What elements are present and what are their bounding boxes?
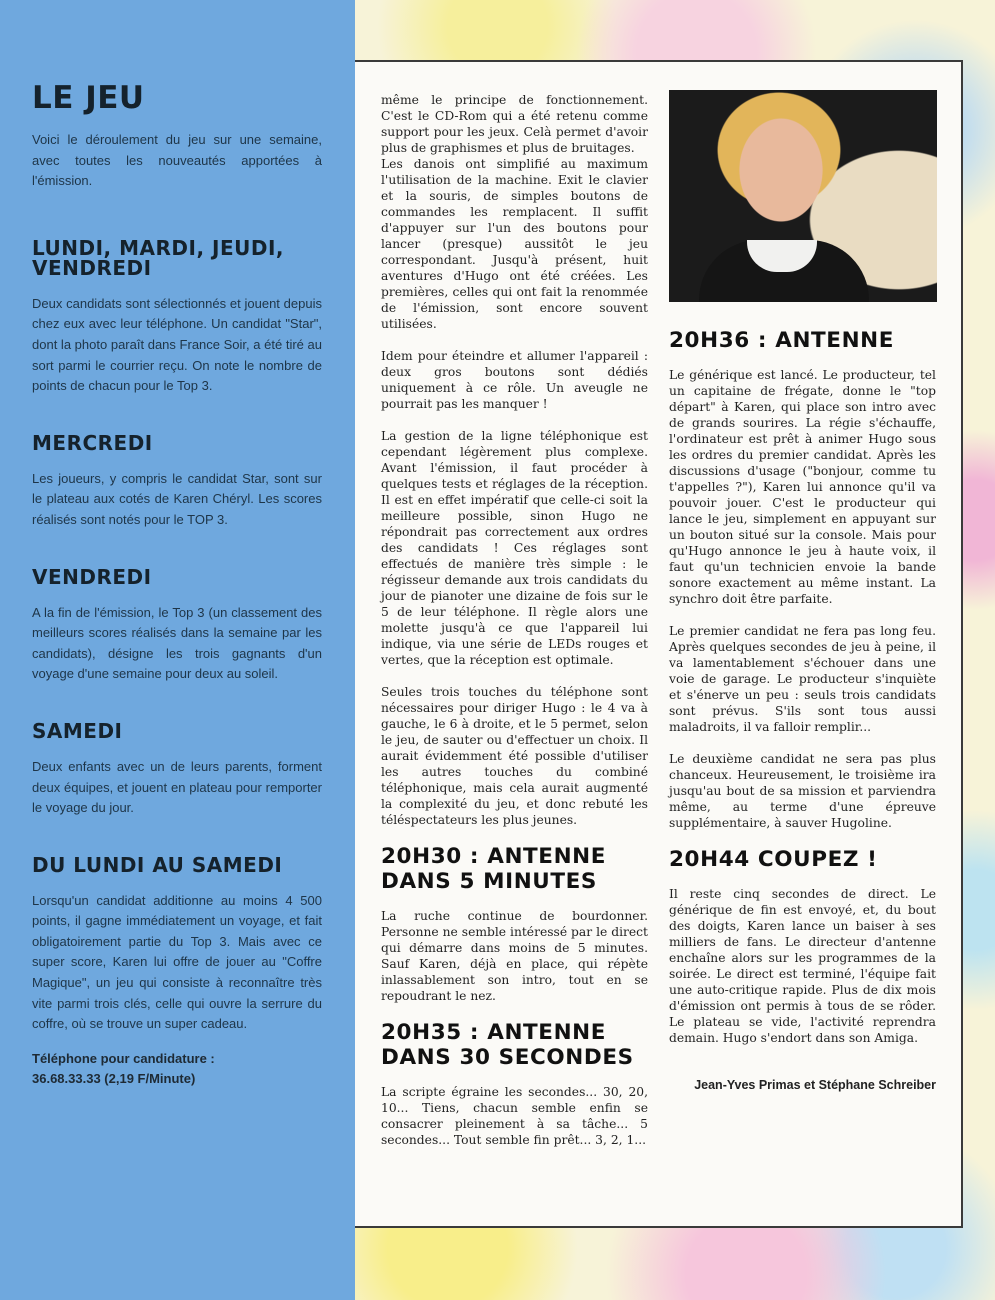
body-paragraph: La scripte égraine les secondes... 30, 20, 10... Tiens, chacun semble enfin se consacrer pleinement à sa tâche... 5 secondes... Tout semble fin prêt... 3, 2, 1... — [381, 1085, 648, 1147]
sidebar-content — [32, 80, 322, 1089]
section-text: Les joueurs, y compris le candidat Star, sont sur le plateau aux cotés de Karen Chéryl. Les scores réalisés sont notés pour le TOP 3. — [32, 470, 322, 527]
section-heading: MERCREDI — [32, 430, 153, 455]
phone-number: 36.68.33.33 (2,19 F/Minute) — [32, 1070, 196, 1086]
body-paragraph: Les danois ont simplifié au maximum l'utilisation de la machine. Exit le clavier et la souris, de simples boutons de commandes les remplacent. Il suffit d'appuyer sur l'un des boutons pour lancer (presque) aussitôt le jeu correspondant. Jusqu'à présent, huit aventures d'Hugo ont été créées. Les premières, celles qui ont fait la renommée de l'émission, sont encore souvent utilisées. — [381, 157, 648, 331]
sidebar-panel — [0, 0, 355, 1300]
section-heading-2035: 20H35 : ANTENNE DANS 30 SECONDES — [381, 1020, 634, 1070]
body-paragraph: Le générique est lancé. Le producteur, tel un capitaine de frégate, donne le "top départ" à Karen, qui place son intro avec de grands sourires. La régie s'échauffe, l'ordinateur est prêt à animer Hugo sous les ordres du premier candidat. Après les discussions d'usage ("bonjour, comme tu t'appelles ?"), Karen lui annonce qu'il va pouvoir jouer. C'est le producteur qui lance le jeu, simplement en appuyant sur un bouton situé sur la console. Mais pour qu'Hugo annonce le jeu à haute voix, il faut qu'un technicien envoie la bande sonore exactement au même instant. La synchro doit être parfaite. — [669, 368, 936, 606]
body-paragraph: Le deuxième candidat ne sera pas plus chanceux. Heureusement, le troisième ira jusqu'au bout de sa mission et parviendra même, au terme d'une épreuve supplémentaire, à sauver Hugoline. — [669, 752, 936, 830]
body-paragraph: Le premier candidat ne fera pas long feu. Après quelques secondes de jeu à peine, il va lamentablement s'échouer dans une voie de garage. Le producteur s'inquiète et s'énerve un peu : seuls trois candidats sont prévus. S'ils sont tous aussi maladroits, il va falloir remplir... — [669, 624, 936, 734]
middle-column — [381, 92, 648, 1164]
body-paragraph: La ruche continue de bourdonner. Personne ne semble intéressé par le direct qui démarre dans moins de 5 minutes. Sauf Karen, déjà en place, qui répète inlassablement son intro, tout en se repoudrant le nez. — [381, 909, 648, 1003]
intro-text: Voici le déroulement du jeu sur une semaine, avec toutes les nouveautés apportées à l'émission. — [32, 132, 322, 189]
section-heading-2036: 20H36 : ANTENNE — [669, 328, 895, 353]
section-heading: LUNDI, MARDI, JEUDI, VENDREDI — [32, 235, 284, 280]
right-text — [669, 328, 936, 1092]
section-heading: VENDREDI — [32, 564, 152, 589]
section-heading-2030: 20H30 : ANTENNE DANS 5 MINUTES — [381, 844, 607, 894]
section-heading: SAMEDI — [32, 718, 123, 743]
section-text: Deux candidats sont sélectionnés et jouent depuis chez eux avec leur téléphone. Un candidat "Star", dont la photo paraît dans France Soir, a été tiré au sort parmi le courrier reçu. On note le nombre de points de chacun pour le Top 3. — [32, 295, 322, 394]
page-title: LE JEU — [32, 80, 145, 116]
section-heading: DU LUNDI AU SAMEDI — [32, 852, 283, 877]
phone-label: Téléphone pour candidature : — [32, 1050, 215, 1066]
section-lundi — [32, 235, 322, 397]
body-paragraph: Il reste cinq secondes de direct. Le générique de fin est envoyé, et, du bout des doigts, Karen lance un baiser à ses milliers de fans. Le directeur d'antenne enchaîne alors sur les programmes de la soirée. Le direct est terminé, l'équipe fait une auto-critique rapide. Plus de dix mois d'émission ont permis à tous de se rôder. Le plateau se vide, l'activité reprendra demain. Hugo s'endort dans son Amiga. — [669, 887, 936, 1045]
body-paragraph: Seules trois touches du téléphone sont nécessaires pour diriger Hugo : le 4 va à gauche, le 6 à droite, et le 5 permet, selon le jeu, de sauter ou d'effectuer un choix. Il aurait évidemment été possible d'utiliser les autres touches du combiné téléphonique, mais cela aurait augmenté la complexité du jeu, et donc rebuté les téléspectateurs les plus jeunes. — [381, 685, 648, 827]
section-text: Deux enfants avec un de leurs parents, forment deux équipes, et jouent en plateau pour remporter le voyage du jour. — [32, 758, 322, 816]
body-paragraph: Idem pour éteindre et allumer l'appareil : deux gros boutons sont dédiés uniquement à ce rôle. Un aveugle ne pourrait pas les manquer ! — [381, 349, 648, 411]
section-lundi-samedi — [32, 852, 322, 1035]
section-text: Lorsqu'un candidat additionne au moins 4 500 points, il gagne immédiatement un voyage, et fait obligatoirement partie du Top 3. Mais avec ce super score, Karen lui offre de jouer au "Coffre Magique", un jeu qui consiste à reconnaître très vite parmi trois clés, celle qui ouvre la serrure du coffre, où se trouve un super cadeau. — [32, 892, 322, 1032]
section-text: A la fin de l'émission, le Top 3 (un classement des meilleurs scores réalisés dans la semaine par les candidats), désigne les trois gagnants d'un voyage d'une semaine pour deux au soleil. — [32, 604, 322, 682]
phone-info — [32, 1049, 322, 1089]
author-signature: Jean-Yves Primas et Stéphane Schreiber — [694, 1078, 936, 1092]
section-mercredi — [32, 430, 322, 531]
body-paragraph: même le principe de fonctionnement. C'est le CD-Rom qui a été retenu comme support pour les jeux. Celà permet d'avoir plus de graphismes et plus de bruitages. — [381, 93, 648, 155]
section-heading-2044: 20H44 COUPEZ ! — [669, 847, 878, 872]
body-paragraph: La gestion de la ligne téléphonique est cependant légèrement plus complexe. Avant l'émission, il faut procéder à quelques tests et réglages de la réception. Il est en effet impératif que celle-ci soit la meilleure possible, sinon Hugo ne répondrait pas correctement aux ordres des candidats ! Ces réglages sont effectués de manière très simple : le régisseur demande aux trois candidats du jour de pianoter une dizaine de fois sur le 5 de leur téléphone. Il règle alors une molette jusqu'à ce que l'appareil lui indique, via une série de LEDs rouges et vertes, que la réception est optimale. — [381, 429, 648, 667]
section-vendredi — [32, 564, 322, 685]
right-column — [669, 92, 936, 1092]
section-samedi — [32, 718, 322, 819]
